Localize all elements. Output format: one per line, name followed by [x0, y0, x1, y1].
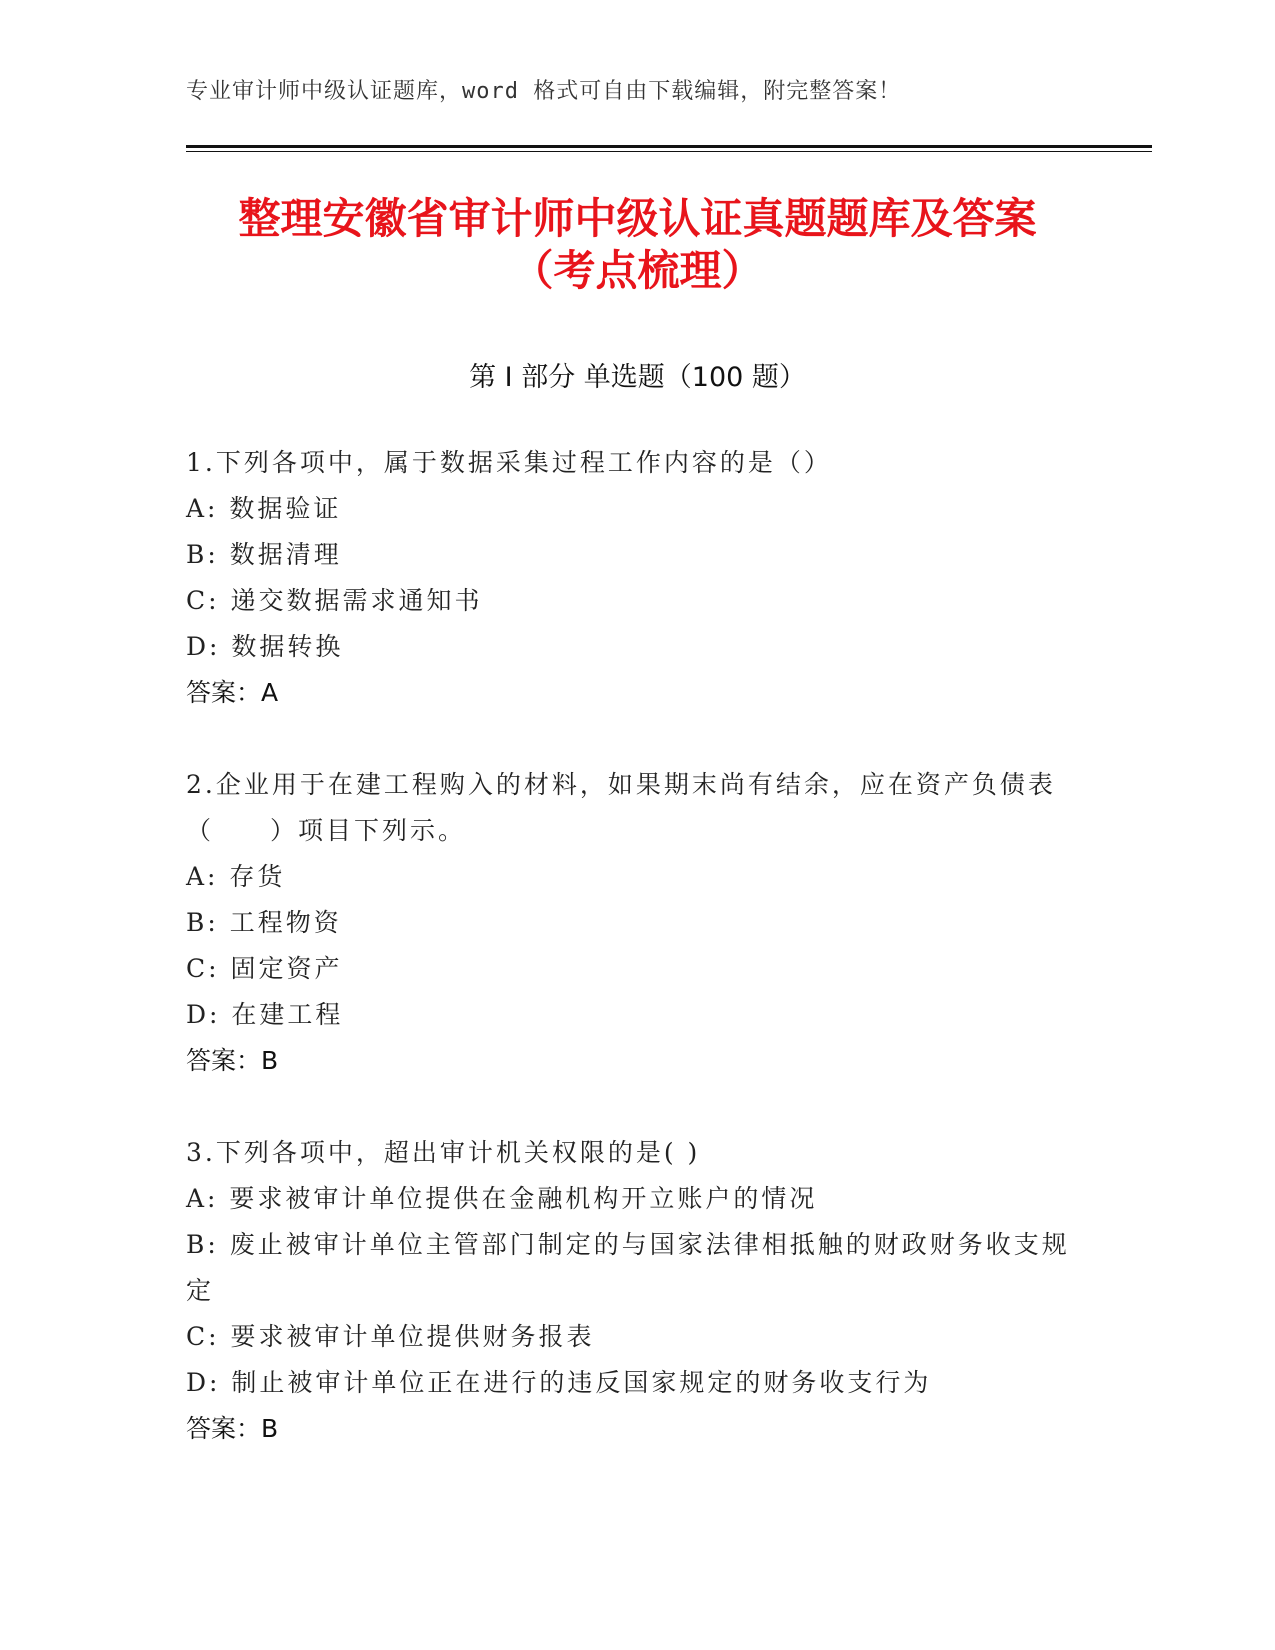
question-stem: 1.下列各项中，属于数据采集过程工作内容的是（） — [186, 448, 832, 477]
option-b: B: 工程物资 — [186, 908, 342, 937]
option-b: B: 废止被审计单位主管部门制定的与国家法律相抵触的财政财务收支规定 — [186, 1230, 1070, 1305]
question-3 — [186, 1130, 1086, 1452]
question-stem: 3.下列各项中，超出审计机关权限的是( ) — [186, 1138, 701, 1167]
option-a: A: 要求被审计单位提供在金融机构开立账户的情况 — [186, 1184, 818, 1213]
option-c: C: 递交数据需求通知书 — [186, 586, 483, 615]
option-d: D: 在建工程 — [186, 1000, 344, 1029]
question-1 — [186, 440, 1086, 716]
option-c: C: 固定资产 — [186, 954, 343, 983]
title-line-2: （考点梳理） — [511, 246, 764, 295]
question-2 — [186, 762, 1086, 1084]
answer-line: 答案：B — [186, 1414, 279, 1443]
answer-line: 答案：B — [186, 1046, 279, 1075]
document-title — [150, 193, 1125, 297]
question-stem: 2.企业用于在建工程购入的材料，如果期末尚有结余，应在资产负债表（ ）项目下列示。 — [186, 770, 1056, 845]
option-d: D: 数据转换 — [186, 632, 344, 661]
option-b: B: 数据清理 — [186, 540, 342, 569]
question-list — [186, 440, 1086, 1498]
option-a: A: 存货 — [186, 862, 286, 891]
header-rule-thin — [186, 151, 1152, 152]
header-rule-thick — [186, 145, 1152, 148]
option-c: C: 要求被审计单位提供财务报表 — [186, 1322, 595, 1351]
header-note: 专业审计师中级认证题库，word 格式可自由下载编辑，附完整答案！ — [186, 79, 902, 104]
option-a: A: 数据验证 — [186, 494, 342, 523]
answer-line: 答案：A — [186, 678, 279, 707]
title-line-1: 整理安徽省审计师中级认证真题题库及答案 — [238, 194, 1037, 243]
option-d: D: 制止被审计单位正在进行的违反国家规定的财务收支行为 — [186, 1368, 932, 1397]
section-heading: 第 I 部分 单选题（100 题） — [469, 362, 806, 393]
